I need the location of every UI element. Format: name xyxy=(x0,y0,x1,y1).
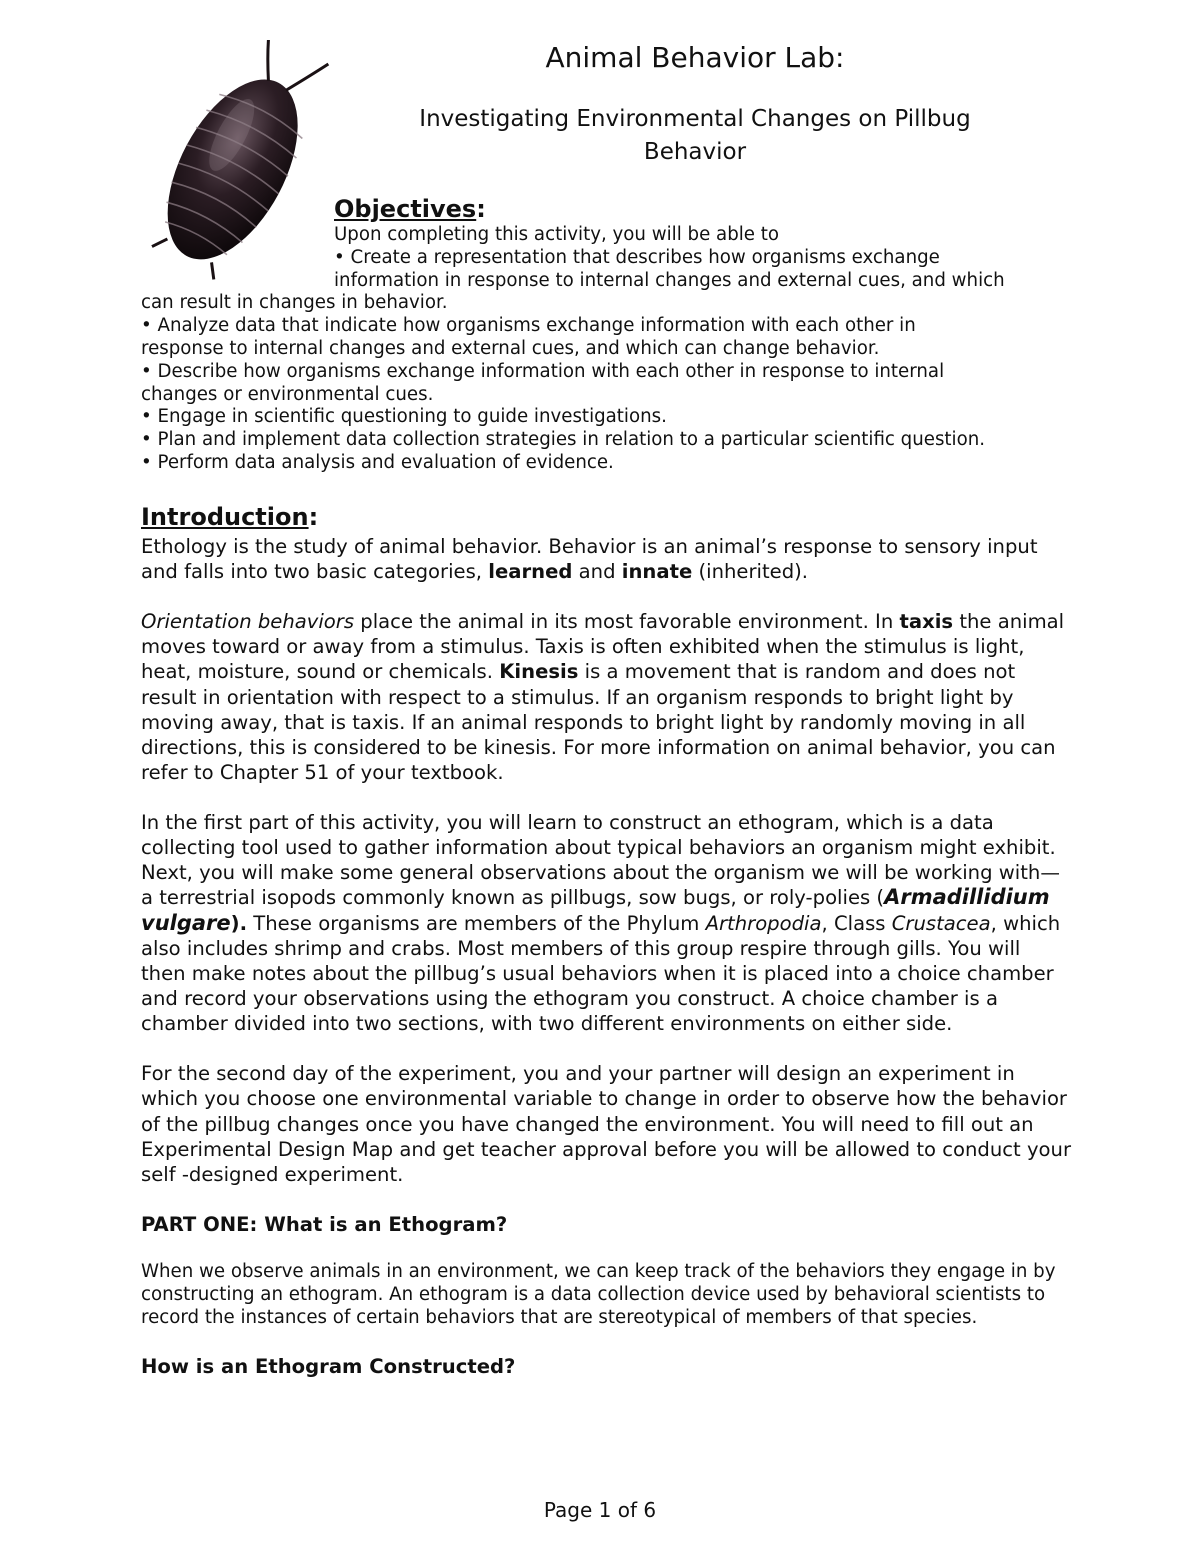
subtitle-line: Investigating Environmental Changes on Pillbug xyxy=(419,106,971,132)
page-number: Page 1 of 6 xyxy=(543,1498,657,1522)
part-one-heading: PART ONE: What is an Ethogram? xyxy=(141,1212,508,1236)
main-content xyxy=(141,500,1071,1379)
list-item: • Create a representation that describes how organisms exchange xyxy=(334,246,940,268)
objectives-intro: Upon completing this activity, you will be able to xyxy=(334,224,780,245)
subtitle-line: Behavior xyxy=(643,139,747,165)
list-item: changes or environmental cues. xyxy=(141,383,434,405)
intro-paragraph: Orientation behaviors place the animal in its most favorable environment. In taxis the animal moves toward or away from a stimulus. Taxis is often exhibited when the stimulus is light, heat, moisture, sound or chemicals. Kinesis is a movement that is random and does not result in orientation with respect to a stimulus. If an organism responds to bright light by moving away, that is taxis. If an animal responds to bright light by randomly moving in all directions, this is considered to be kinesis. For more information on animal behavior, you can refer to Chapter 51 of your textbook. xyxy=(141,609,1065,785)
list-item: • Perform data analysis and evaluation of evidence. xyxy=(141,451,614,473)
objectives-heading: Objectives: xyxy=(334,195,486,223)
list-item: information in response to internal changes and external cues, and which xyxy=(334,269,1005,291)
document-title: Animal Behavior Lab: xyxy=(545,41,845,74)
list-item: • Engage in scientific questioning to guide investigations. xyxy=(141,406,667,428)
part-one-paragraph: When we observe animals in an environment, we can keep track of the behaviors they engage in by constructing an ethogram. An ethogram is a data collection device used by behavioral scientists to record the instances of certain behaviors that are stereotypical of members of that species. xyxy=(141,1261,1056,1328)
intro-paragraph: In the first part of this activity, you will learn to construct an ethogram, which is a data collecting tool used to gather information about typical behaviors an organism might exhibit. Next, you will make some general observations about the organism we will be working with—a terrestrial isopods commonly known as pillbugs, sow bugs, or roly-polies (Armadillidium vulgare). These organisms are members of the Phylum Arthropodia, Class Crustacea, which also includes shrimp and crabs. Most members of this group respire through gills. You will then make notes about the pillbug’s usual behaviors when it is placed into a choice chamber and record your observations using the ethogram you construct. A choice chamber is a chamber divided into two sections, with two different environments on either side. xyxy=(141,810,1061,1036)
list-item: • Describe how organisms exchange information with each other in response to internal xyxy=(141,360,945,382)
list-item: response to internal changes and external cues, and which can change behavior. xyxy=(141,337,880,359)
document-subtitle xyxy=(350,103,1040,169)
list-item: • Plan and implement data collection strategies in relation to a particular scientific question. xyxy=(141,429,986,451)
part-one-subheading: How is an Ethogram Constructed? xyxy=(141,1355,516,1379)
introduction-heading: Introduction: xyxy=(141,503,319,531)
intro-paragraph: For the second day of the experiment, you and your partner will design an experiment in which you choose one environmental variable to change in order to observe how the behavior of the pillbug changes once you have changed the environment. You will need to fill out an Experimental Design Map and get teacher approval before you will be allowed to conduct your self -designed experiment. xyxy=(141,1062,1072,1186)
objectives-list xyxy=(141,224,1071,475)
intro-paragraph: Ethology is the study of animal behavior. Behavior is an animal’s response to sensory input and falls into two basic categories, learned and innate (inherited). xyxy=(141,535,1038,584)
list-item: • Analyze data that indicate how organisms exchange information with each other in xyxy=(141,315,916,337)
list-item: can result in changes in behavior. xyxy=(141,292,448,314)
